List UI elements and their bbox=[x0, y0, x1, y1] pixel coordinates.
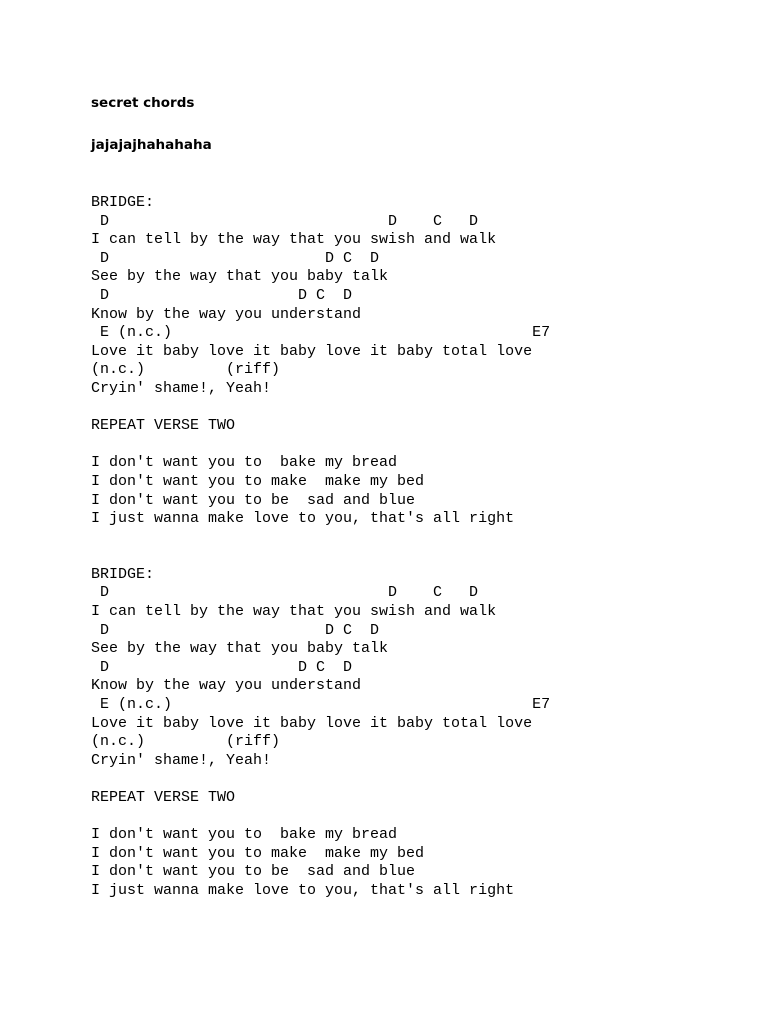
lyric-line: See by the way that you baby talk bbox=[91, 268, 389, 286]
lyric-line: I don't want you to be sad and blue bbox=[91, 491, 416, 509]
sheet-line: BRIDGE: bbox=[91, 565, 155, 583]
lyric-line: I can tell by the way that you swish and walk bbox=[91, 603, 497, 621]
lyric-line: I don't want you to bake my bread bbox=[91, 826, 398, 844]
chord-line: D D C D bbox=[91, 658, 353, 676]
chord-line: D D C D bbox=[91, 249, 380, 267]
chord-line: E (n.c.) E7 bbox=[91, 696, 551, 714]
lyric-line: Love it baby love it baby love it baby total love bbox=[91, 342, 533, 360]
section-label: REPEAT VERSE TWO bbox=[91, 417, 236, 435]
sheet-line: BRIDGE: bbox=[91, 194, 155, 211]
chord-sheet bbox=[91, 194, 550, 901]
lyric-line: Love it baby love it baby love it baby total love bbox=[91, 714, 533, 732]
blank-line bbox=[91, 808, 550, 827]
chord-line: D D C D bbox=[91, 286, 353, 304]
chord-line: (n.c.) (riff) bbox=[91, 733, 281, 751]
lyric-line: I don't want you to be sad and blue bbox=[91, 863, 416, 881]
chord-line: D D C D bbox=[91, 584, 479, 602]
chord-line: E (n.c.) E7 bbox=[91, 324, 551, 342]
lyric-line: I don't want you to make make my bed bbox=[91, 844, 425, 862]
lyric-line: I can tell by the way that you swish and walk bbox=[91, 231, 497, 249]
chord-line: D D C D bbox=[91, 212, 479, 230]
document-title: secret chords bbox=[91, 95, 195, 111]
chord-line: (n.c.) (riff) bbox=[91, 361, 281, 379]
blank-line bbox=[91, 399, 550, 418]
lyric-line: I just wanna make love to you, that's all right bbox=[91, 510, 515, 528]
lyric-line: Know by the way you understand bbox=[91, 305, 362, 323]
lyric-line: Cryin' shame!, Yeah! bbox=[91, 751, 272, 769]
blank-line bbox=[91, 547, 550, 566]
lyric-line: Know by the way you understand bbox=[91, 677, 362, 695]
blank-line bbox=[91, 436, 550, 455]
document-subtitle: jajajajhahahaha bbox=[91, 137, 212, 153]
lyric-line: See by the way that you baby talk bbox=[91, 640, 389, 658]
lyric-line: Cryin' shame!, Yeah! bbox=[91, 379, 272, 397]
blank-line bbox=[91, 770, 550, 789]
lyric-line: I don't want you to bake my bread bbox=[91, 454, 398, 472]
chord-line: D D C D bbox=[91, 621, 380, 639]
section-label: REPEAT VERSE TWO bbox=[91, 789, 236, 806]
blank-line bbox=[91, 529, 550, 548]
lyric-line: I just wanna make love to you, that's all right bbox=[91, 881, 515, 899]
lyric-line: I don't want you to make make my bed bbox=[91, 472, 425, 490]
